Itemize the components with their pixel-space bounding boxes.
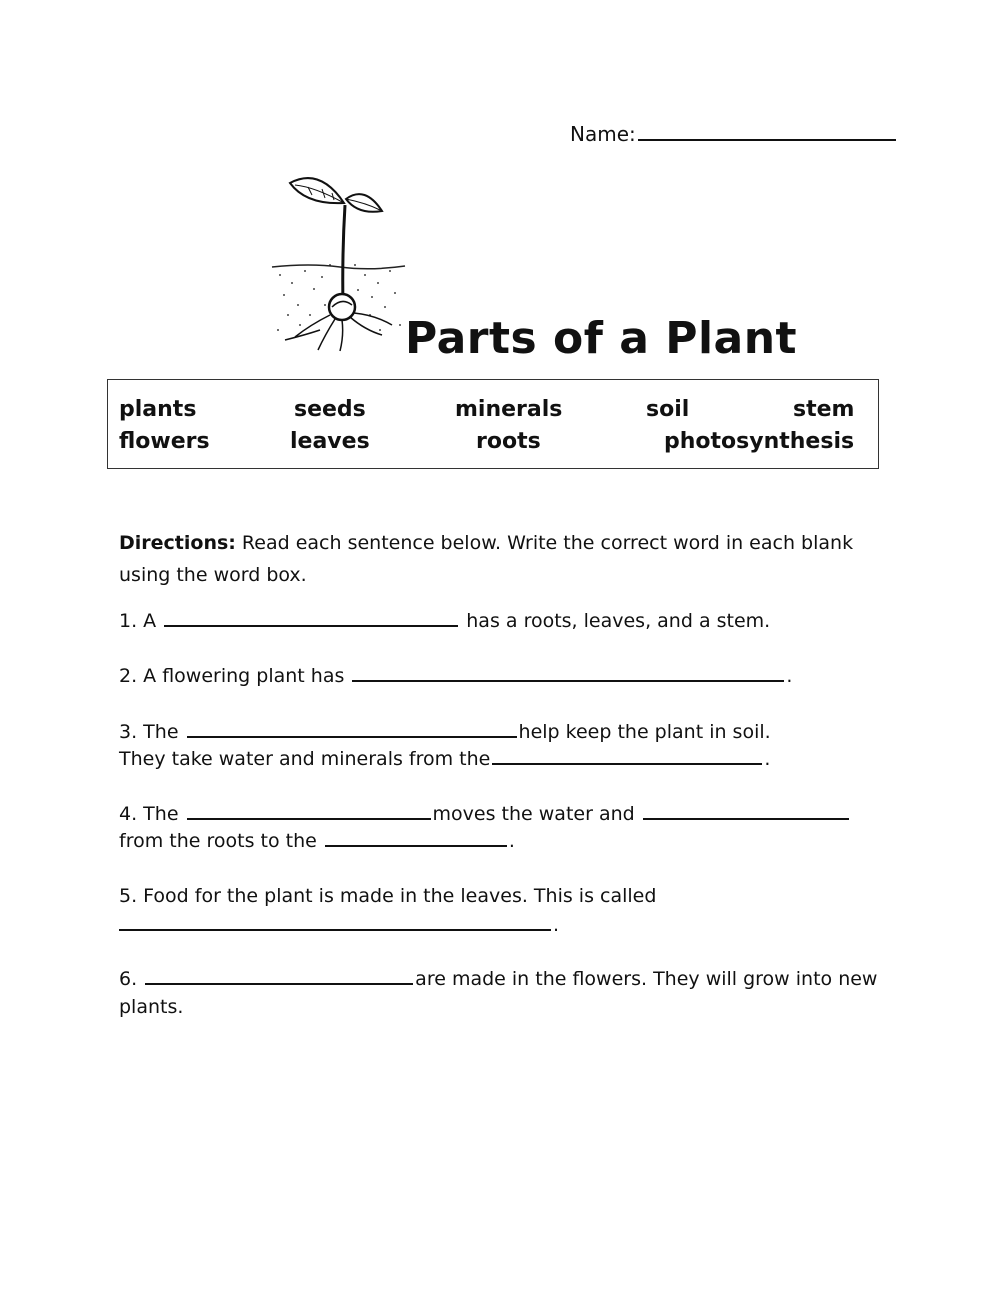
question-5 [119, 882, 656, 910]
question-5-line-2 [119, 911, 559, 939]
question-text: 4. The [119, 803, 185, 825]
question-4 [119, 800, 851, 828]
word-box-word: minerals [455, 397, 563, 422]
question-4-line-2 [119, 827, 515, 855]
word-box-word: leaves [290, 429, 370, 454]
question-text: from the roots to the [119, 830, 323, 852]
name-field [570, 122, 898, 146]
page-title: Parts of a Plant [405, 313, 798, 364]
question-text: . [553, 914, 560, 936]
question-text: . [508, 830, 515, 852]
question-text: 2. A flowering plant has [119, 665, 351, 687]
answer-blank[interactable] [164, 624, 458, 627]
seedling-illustration [270, 165, 410, 355]
directions [119, 527, 889, 591]
word-box-word: photosynthesis [664, 429, 855, 454]
directions-label: Directions: [119, 532, 236, 554]
answer-blank[interactable] [187, 817, 431, 820]
answer-blank[interactable] [187, 735, 517, 738]
question-text: plants. [119, 996, 184, 1018]
answer-blank[interactable] [643, 817, 849, 820]
question-text: has a roots, leaves, and a stem. [460, 610, 771, 632]
word-box-word: flowers [119, 429, 210, 454]
question-3 [119, 718, 771, 746]
name-label: Name: [570, 122, 636, 146]
question-1 [119, 607, 770, 635]
question-3-line-2 [119, 745, 770, 773]
question-text: . [786, 665, 793, 687]
word-box-word: stem [793, 397, 855, 422]
word-box [107, 379, 879, 469]
question-6-line-2 [119, 993, 183, 1021]
question-text: 3. The [119, 721, 185, 743]
word-box-word: roots [476, 429, 541, 454]
question-text: 5. Food for the plant is made in the leaves. This is called [119, 885, 657, 907]
answer-blank[interactable] [325, 844, 507, 847]
question-2 [119, 662, 792, 690]
directions-text: Read each sentence below. Write the correct word in each blank using the word box. [119, 532, 854, 586]
question-text: 6. [119, 968, 144, 990]
question-text: They take water and minerals from the [119, 748, 491, 770]
question-text: . [764, 748, 771, 770]
question-6 [119, 965, 877, 993]
answer-blank[interactable] [352, 679, 784, 682]
word-box-word: soil [646, 397, 690, 422]
answer-blank[interactable] [119, 928, 551, 931]
answer-blank[interactable] [492, 762, 762, 765]
answer-blank[interactable] [145, 982, 413, 985]
question-text: 1. A [119, 610, 163, 632]
name-blank[interactable] [638, 138, 896, 141]
question-text: help keep the plant in soil. [518, 721, 771, 743]
word-box-word: seeds [294, 397, 366, 422]
question-text: moves the water and [432, 803, 641, 825]
question-text: are made in the flowers. They will grow into new [415, 968, 878, 990]
word-box-word: plants [119, 397, 197, 422]
